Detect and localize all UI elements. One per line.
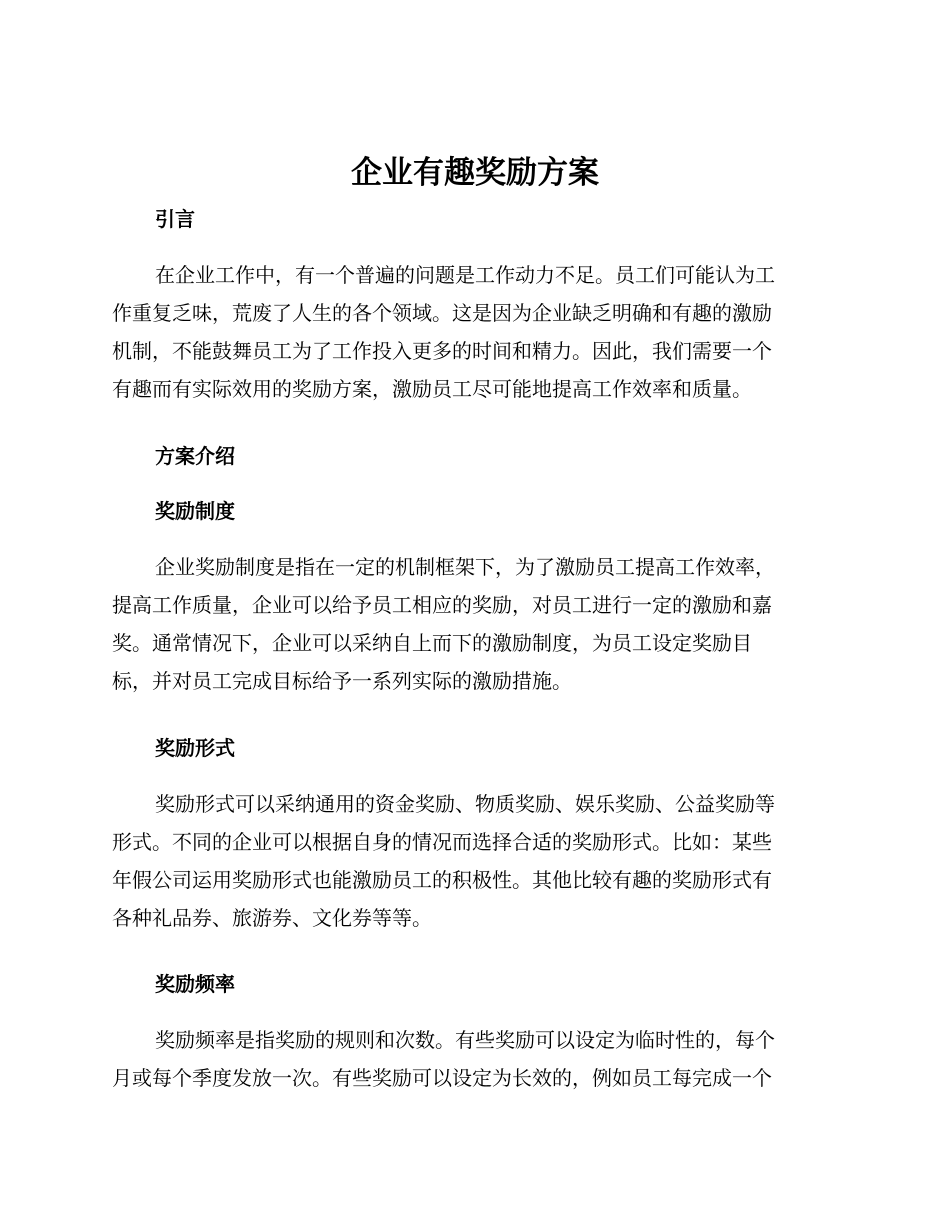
- paragraph-line: 作重复乏味，荒废了人生的各个领域。这是因为企业缺乏明确和有趣的激励: [112, 301, 772, 325]
- paragraph-reward-system: [112, 548, 832, 700]
- paragraph-line: 年假公司运用奖励形式也能激励员工的积极性。其他比较有趣的奖励形式有: [112, 868, 772, 892]
- paragraph-line: 形式。不同的企业可以根据自身的情况而选择合适的奖励形式。比如：某些: [112, 830, 772, 854]
- paragraph-reward-forms: [112, 785, 832, 937]
- section-heading-reward-system: 奖励制度: [155, 499, 235, 523]
- section-heading-introduction: 引言: [155, 207, 195, 231]
- paragraph-line: 奖。通常情况下，企业可以采纳自上而下的激励制度，为员工设定奖励目: [112, 631, 752, 655]
- paragraph-line: 奖励频率是指奖励的规则和次数。有些奖励可以设定为临时性的，每个: [155, 1028, 775, 1052]
- section-heading-plan-intro: 方案介绍: [155, 444, 235, 468]
- section-heading-reward-frequency: 奖励频率: [155, 972, 235, 996]
- paragraph-line: 机制，不能鼓舞员工为了工作投入更多的时间和精力。因此，我们需要一个: [112, 339, 772, 363]
- paragraph-line: 有趣而有实际效用的奖励方案，激励员工尽可能地提高工作效率和质量。: [112, 377, 752, 401]
- paragraph-line: 标，并对员工完成目标给予一系列实际的激励措施。: [112, 669, 572, 693]
- section-heading-reward-forms: 奖励形式: [155, 736, 235, 760]
- document-title: 企业有趣奖励方案: [351, 155, 599, 191]
- paragraph-line: 提高工作质量，企业可以给予员工相应的奖励，对员工进行一定的激励和嘉: [112, 593, 772, 617]
- paragraph-line: 企业奖励制度是指在一定的机制框架下，为了激励员工提高工作效率，: [155, 555, 775, 579]
- paragraph-line: 月或每个季度发放一次。有些奖励可以设定为长效的，例如员工每完成一个: [112, 1066, 772, 1090]
- paragraph-introduction: [112, 256, 832, 408]
- paragraph-reward-frequency: [112, 1021, 832, 1097]
- paragraph-line: 在企业工作中，有一个普遍的问题是工作动力不足。员工们可能认为工: [155, 263, 775, 287]
- paragraph-line: 奖励形式可以采纳通用的资金奖励、物质奖励、娱乐奖励、公益奖励等: [155, 792, 775, 816]
- paragraph-line: 各种礼品券、旅游券、文化券等等。: [112, 906, 432, 930]
